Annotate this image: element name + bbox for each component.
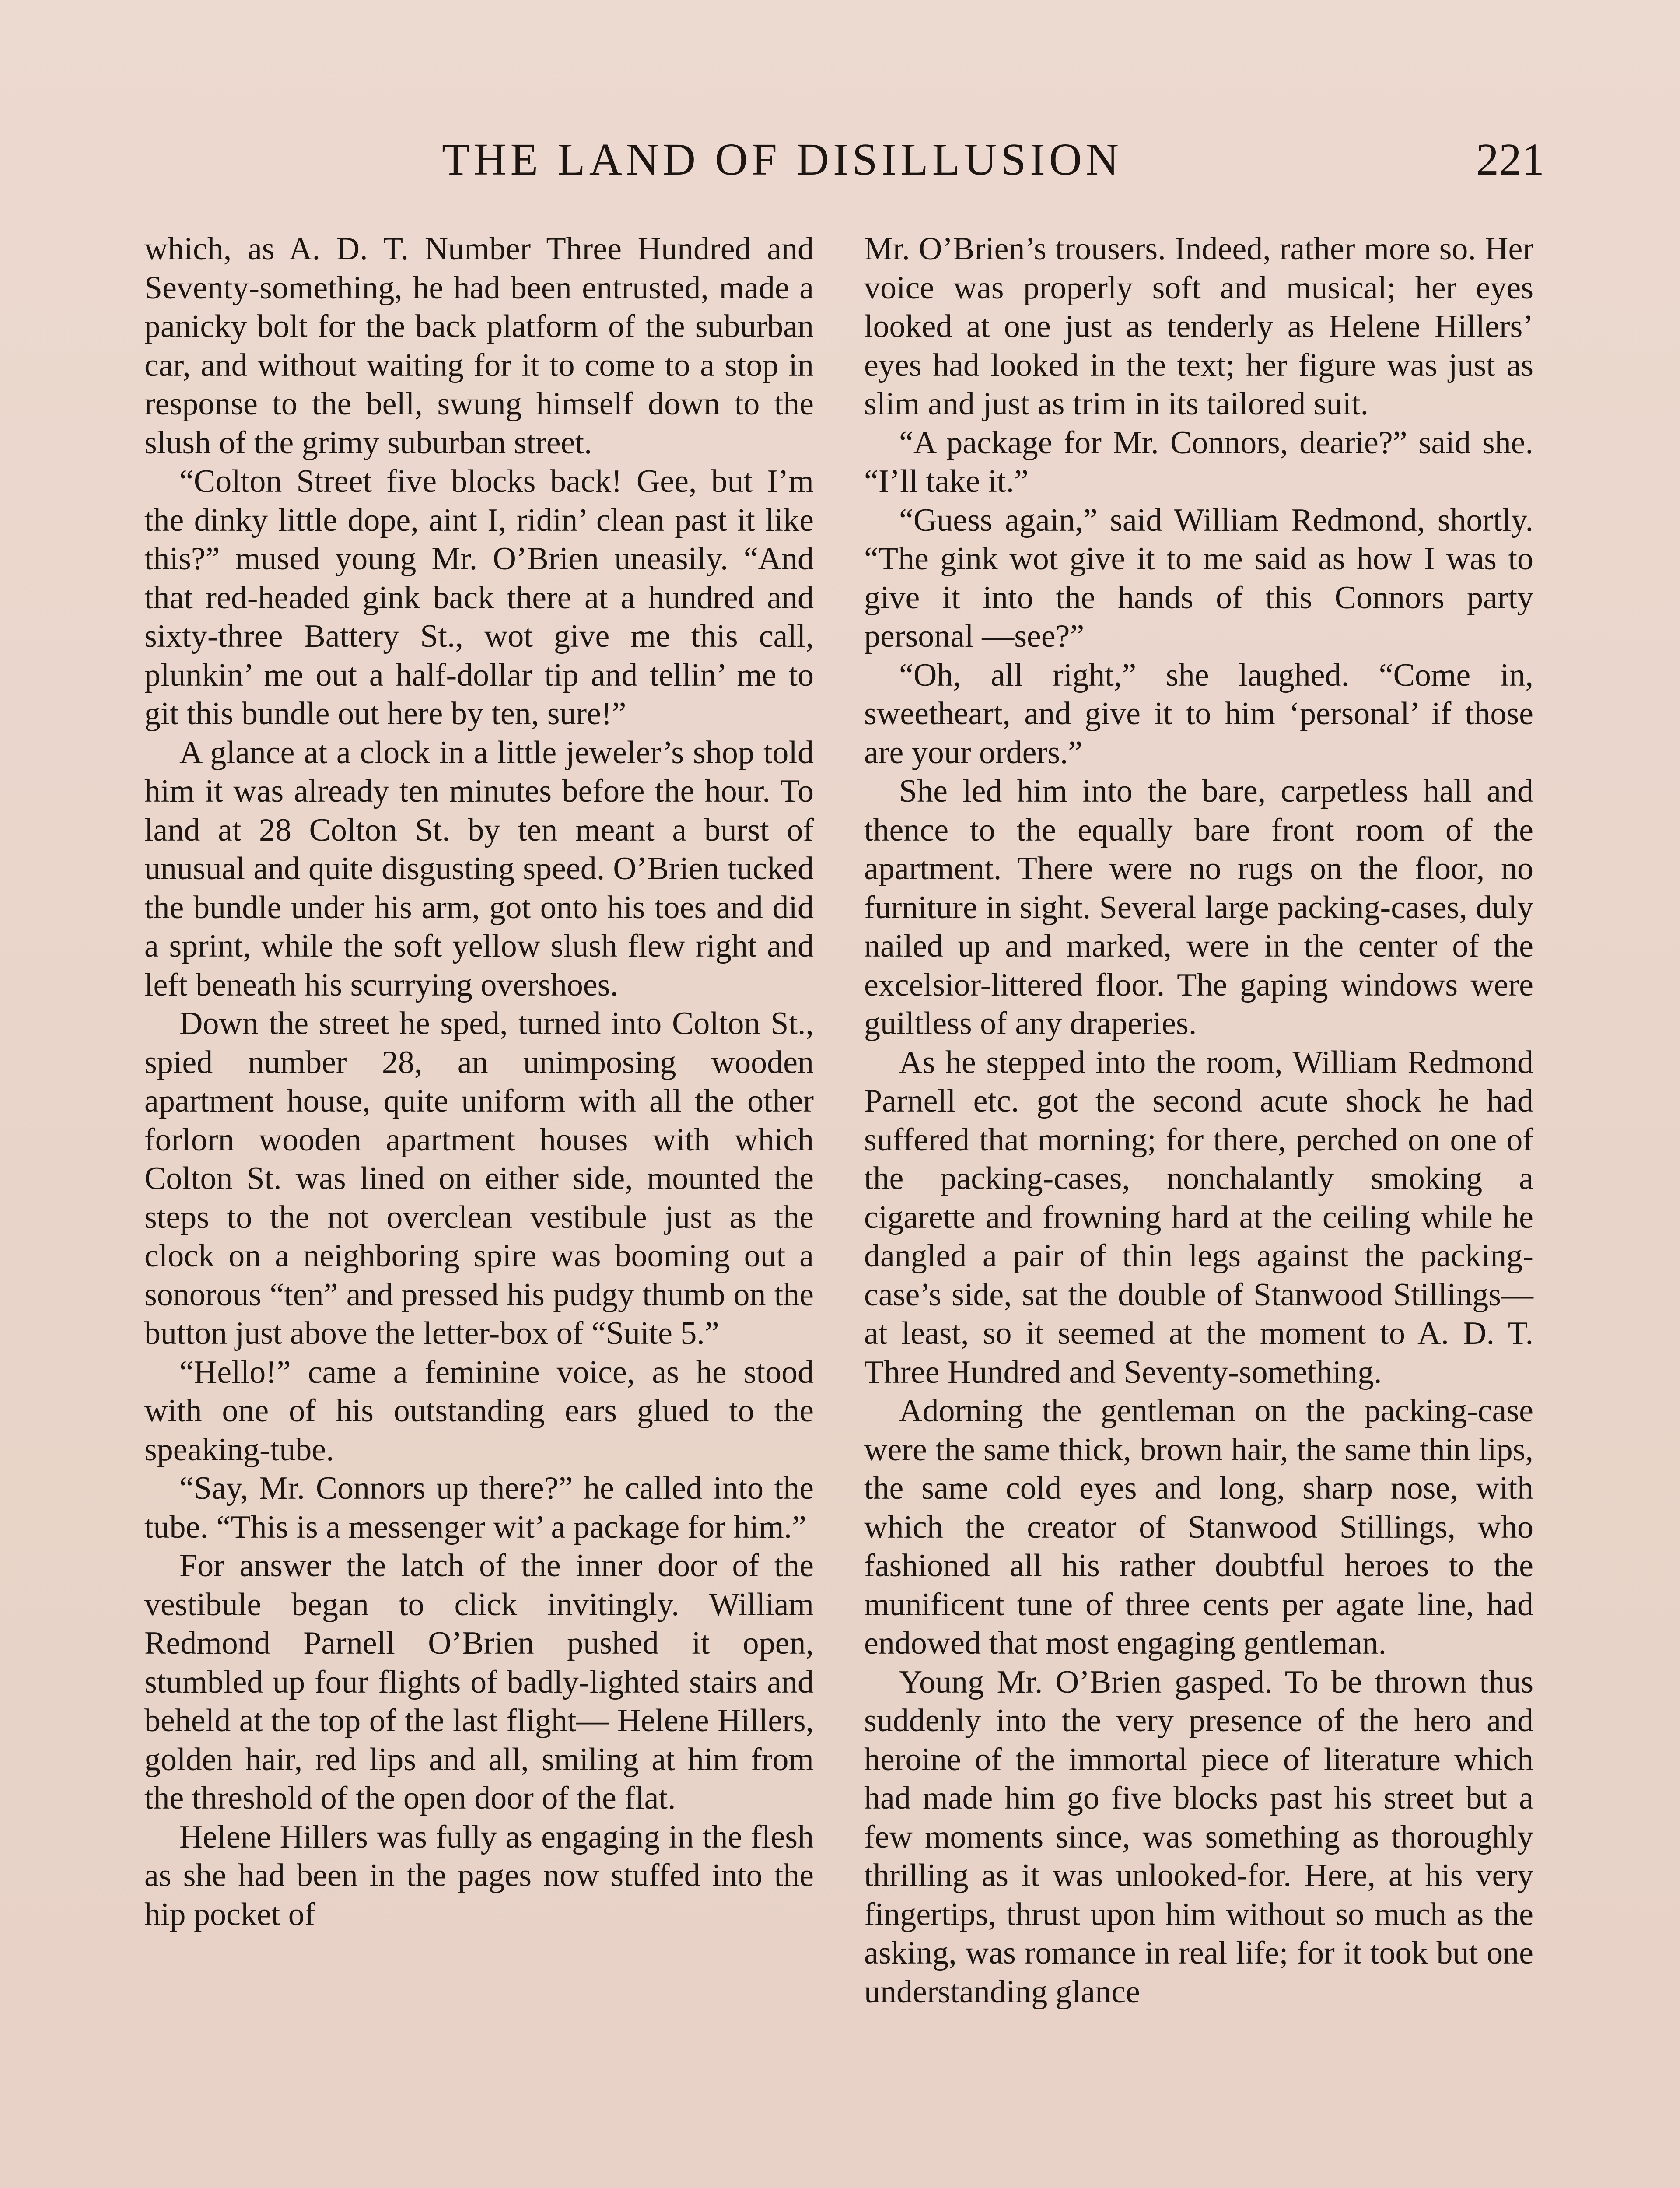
paragraph: which, as A. D. T. Number Three Hundred and Seventy-something, he had been entrusted, made a panicky bolt for the back platform of the suburban car, and without waiting for it to come to a stop in response to the bell, swung himself down to the slush of the grimy suburban street. — [144, 231, 814, 461]
paragraph: “Colton Street five blocks back! Gee, but I’m the dinky little dope, aint I, ridin’ clean past it like this?” mused young Mr. O’Brien uneasily. “And that red-headed gink back there at a hundred and sixty-three Battery St., wot give me this call, plunkin’ me out a half-dollar tip and tellin’ me to git this bundle out here by ten, sure!” — [144, 463, 814, 732]
paragraph: As he stepped into the room, William Redmond Parnell etc. got the second acute shock he had suffered that morning; for there, perched on one of the packing-cases, nonchalantly smoking a cigarette and frowning hard at the ceiling while he dangled a pair of thin legs against the packing-case’s side, sat the double of Stanwood Stillings—at least, so it seemed at the moment to A. D. T. Three Hundred and Seventy-something. — [864, 1044, 1533, 1390]
paragraph: Adorning the gentleman on the packing-case were the same thick, brown hair, the same thin lips, the same cold eyes and long, sharp nose, with which the creator of Stanwood Stillings, who fashioned all his rather doubtful heroes to the munificent tune of three cents per agate line, had endowed that most engaging gentleman. — [864, 1393, 1533, 1661]
paragraph: “Oh, all right,” she laughed. “Come in, sweetheart, and give it to him ‘personal’ if those are your orders.” — [864, 657, 1533, 771]
paragraph: “Say, Mr. Connors up there?” he called into the tube. “This is a messenger wit’ a package for him.” — [144, 1470, 814, 1545]
paragraph: “A package for Mr. Connors, dearie?” said she. “I’ll take it.” — [864, 424, 1533, 499]
running-title: THE LAND OF DISILLUSION — [442, 134, 1123, 185]
right-column — [864, 230, 1533, 2011]
paragraph: Young Mr. O’Brien gasped. To be thrown thus suddenly into the very presence of the hero and heroine of the immortal piece of literature which had made him go five blocks past his street but a few moments since, was something as thoroughly thrilling as it was unlooked-for. Here, at his very fingertips, thrust upon him without so much as the asking, was romance in real life; for it took but one understanding glance — [864, 1664, 1533, 2010]
running-header — [144, 127, 1544, 193]
paragraph: “Guess again,” said William Redmond, shortly. “The gink wot give it to me said as how I was to give it into the hands of this Connors party personal —see?” — [864, 502, 1533, 654]
paragraph: Down the street he sped, turned into Colton St., spied number 28, an unimposing wooden apartment house, quite uniform with all the other forlorn wooden apartment houses with which Colton St. was lined on either side, mounted the steps to the not overclean vestibule just as the clock on a neighboring spire was booming out a sonorous “ten” and pressed his pudgy thumb on the button just above the letter-box of “Suite 5.” — [144, 1006, 814, 1351]
paragraph: For answer the latch of the inner door of the vestibule began to click invitingly. William Redmond Parnell O’Brien pushed it open, stumbled up four flights of badly-lighted stairs and beheld at the top of the last flight— Helene Hillers, golden hair, red lips and all, smiling at him from the threshold of the open door of the flat. — [144, 1548, 814, 1816]
paragraph: A glance at a clock in a little jeweler’s shop told him it was already ten minutes before the hour. To land at 28 Colton St. by ten meant a burst of unusual and quite disgusting speed. O’Brien tucked the bundle under his arm, got onto his toes and did a sprint, while the soft yellow slush flew right and left beneath his scurrying overshoes. — [144, 734, 814, 1003]
paragraph: Mr. O’Brien’s trousers. Indeed, rather more so. Her voice was properly soft and musical; her eyes looked at one just as tenderly as Helene Hillers’ eyes had looked in the text; her figure was just as slim and just as trim in its tailored suit. — [864, 231, 1533, 422]
paragraph: Helene Hillers was fully as engaging in the flesh as she had been in the pages now stuffed into the hip pocket of — [144, 1819, 814, 1932]
paragraph: “Hello!” came a feminine voice, as he stood with one of his outstanding ears glued to the speaking-tube. — [144, 1354, 814, 1468]
page-number: 221 — [1476, 134, 1544, 185]
paragraph: She led him into the bare, carpetless hall and thence to the equally bare front room of the apartment. There were no rugs on the floor, no furniture in sight. Several large packing-cases, duly nailed up and marked, were in the center of the excelsior-littered floor. The gaping windows were guiltless of any draperies. — [864, 773, 1533, 1041]
left-column — [144, 230, 814, 1934]
